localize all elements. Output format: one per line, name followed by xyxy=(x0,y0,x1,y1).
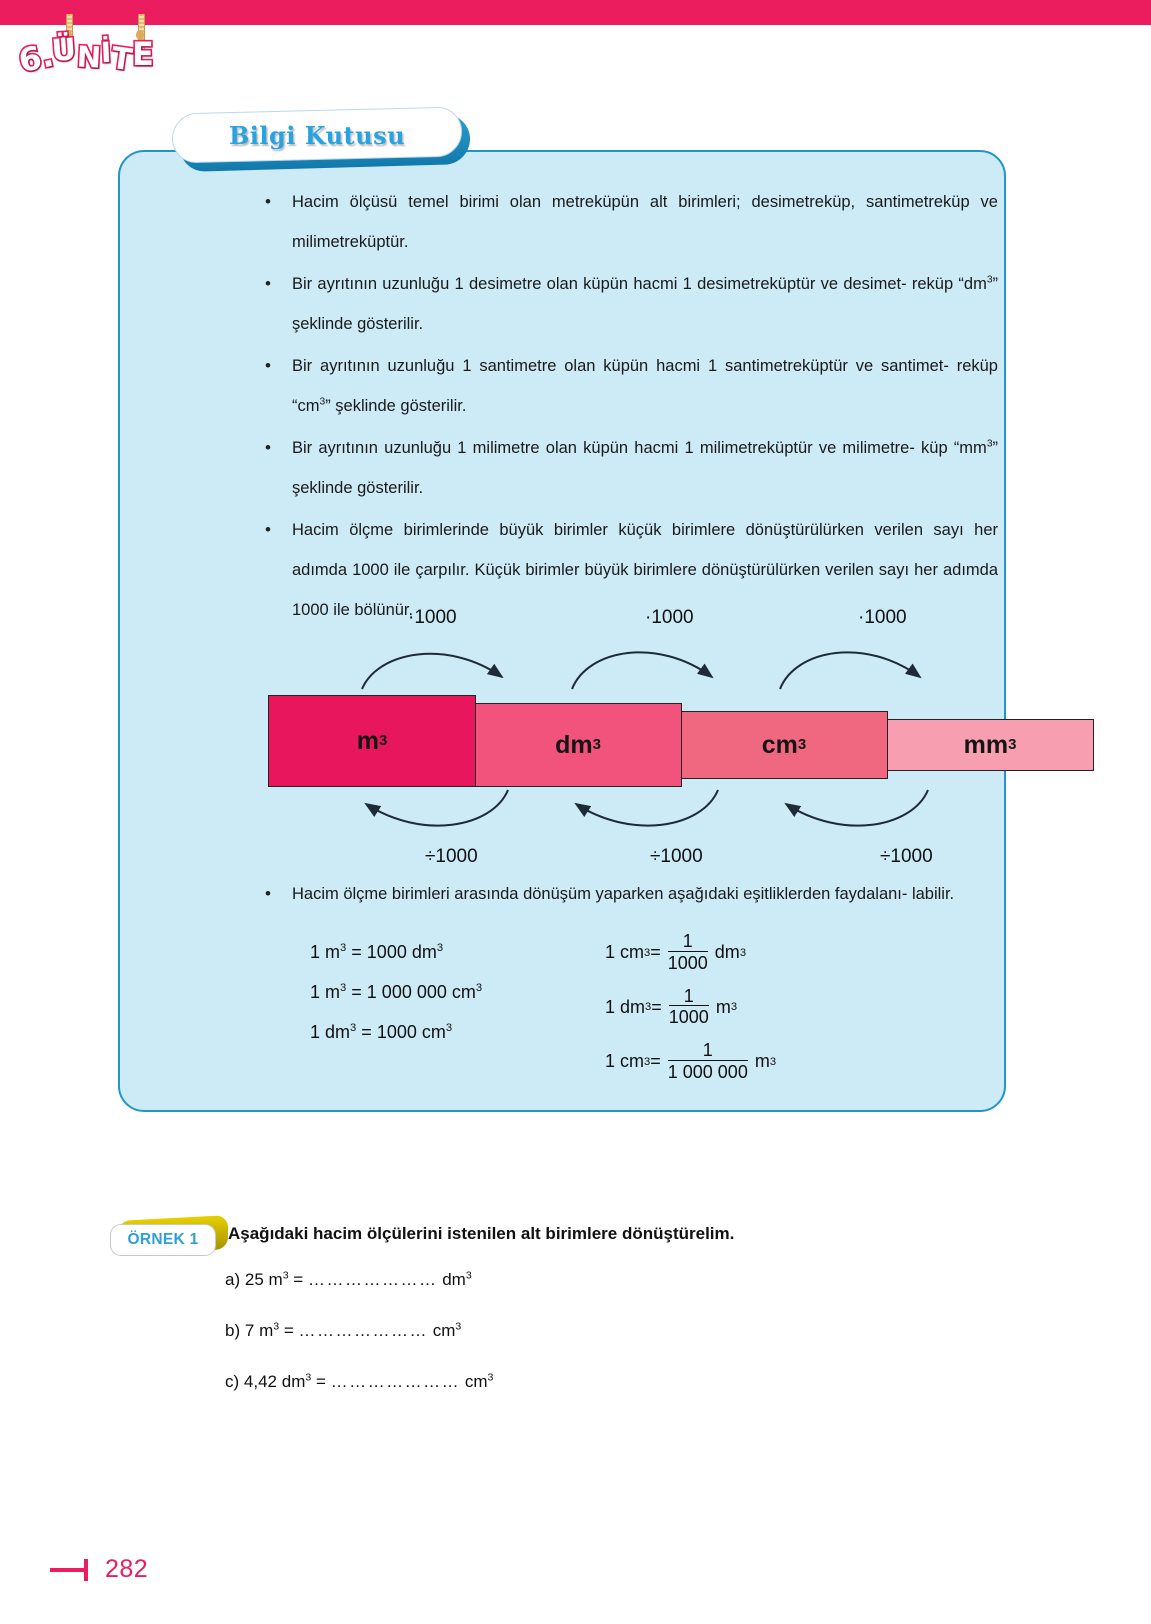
bullet-text: Bir ayrıtının uzunluğu 1 desimetre olan küpün hacmi 1 desimetreküptür ve desimet- reküp “$dm^3$” şeklinde gösterilir. xyxy=(292,274,998,333)
eq-lhs-num: 1 xyxy=(310,1022,321,1042)
eq-lhs-unit: m xyxy=(325,942,341,962)
bullet-marker: • xyxy=(265,274,271,293)
unit-badge-letters xyxy=(15,32,154,81)
bullet-item xyxy=(260,428,998,508)
tab-front-layer xyxy=(172,106,462,163)
bullet-item xyxy=(260,182,998,262)
equation-row xyxy=(310,982,482,1003)
unit-letter-0: 6. xyxy=(15,35,57,81)
eq-rhs: 1000 dm xyxy=(366,942,437,962)
eq-rhs-exp: 3 xyxy=(445,1022,453,1034)
bullet-item xyxy=(260,264,998,344)
eq-lhs-exp: 3 xyxy=(350,1022,357,1034)
multiply-label-2: ·1000 xyxy=(645,607,694,628)
fraction-numerator: 1 xyxy=(682,931,693,951)
unit-letter-3: İ xyxy=(100,35,113,70)
unit-bar-label-m3: m xyxy=(356,726,379,755)
item-from-exp: 3 xyxy=(273,1320,280,1333)
fraction-numerator: 1 xyxy=(683,985,694,1006)
page-footer xyxy=(50,1555,148,1584)
unit-badge xyxy=(15,14,178,94)
bullet-text: Hacim ölçüsü temel birimi olan metreküpün alt birimleri; desimetreküp, santimetreküp ve milimetreküptür. xyxy=(292,193,998,251)
item-from-unit: m xyxy=(268,1270,283,1289)
item-value: 4,42 xyxy=(243,1372,277,1391)
eq-equals: = xyxy=(651,996,662,1017)
multiply-arrows xyxy=(260,633,1000,695)
footer-tick xyxy=(84,1559,88,1581)
example-title: Aşağıdaki hacim ölçülerini istenilen alt birimlere dönüştürelim. xyxy=(228,1224,735,1243)
example-item-b xyxy=(225,1321,925,1341)
bullet-marker: • xyxy=(265,884,271,903)
multiply-label-1: ·1000 xyxy=(408,607,457,628)
info-bullet-list xyxy=(260,182,998,632)
eq-frac-lhs: 1 cm xyxy=(605,942,645,963)
fraction xyxy=(668,932,708,974)
eq-equals: = xyxy=(650,942,661,963)
item-to-exp: 3 xyxy=(465,1269,472,1282)
eq-frac-lhs: 1 cm xyxy=(605,1051,645,1072)
item-blank[interactable]: ………………… xyxy=(307,1270,438,1289)
fraction-denominator: 1000 xyxy=(668,1007,709,1028)
tab-title: Bilgi Kutusu xyxy=(228,120,406,150)
equation-row xyxy=(310,1022,482,1043)
unit-bar-m3: m 3 xyxy=(268,695,476,787)
item-blank[interactable]: ………………… xyxy=(298,1321,428,1340)
item-from-exp: 3 xyxy=(282,1269,289,1282)
item-blank[interactable]: ………………… xyxy=(330,1372,461,1391)
item-to-unit: dm xyxy=(442,1270,466,1289)
equation-row-fraction: 1 cm 3 = $\frac{1}{1 000 000}$ m 3 xyxy=(605,1040,777,1083)
item-from-unit: m xyxy=(259,1321,274,1340)
bullet-text: Hacim ölçme birimlerinde büyük birimler küçük birimlere dönüştürülürken verilen sayı her adımda 1000 ile çarpılır. Küçük birimler büyük birimlere dönüştürülürken verilen sayı her adımda 1000 ile bölünür. xyxy=(292,521,998,619)
example-item-c xyxy=(225,1372,925,1392)
equation-column-left xyxy=(310,942,482,1062)
item-value: 7 xyxy=(244,1321,255,1340)
divide-label-row xyxy=(260,846,1000,872)
eq-equals: = xyxy=(361,1022,372,1042)
eq-lhs-unit: dm xyxy=(325,1022,351,1042)
unit-letter-2: N xyxy=(75,39,102,75)
example-item-list xyxy=(225,1270,925,1423)
eq-rhs-exp: 3 xyxy=(436,942,444,954)
eq-rhs-exp: 3 xyxy=(475,982,483,994)
equation-column-right xyxy=(605,932,776,1096)
unit-conversion-diagram xyxy=(260,607,1017,872)
eq-rhs: 1000 cm xyxy=(376,1022,446,1042)
bullet-text: Hacim ölçme birimleri arasında dönüşüm yaparken aşağıdaki eşitliklerden faydalanı- labilir. xyxy=(292,885,955,903)
example-item-a xyxy=(225,1270,925,1290)
unit-bar-label-cm3: cm xyxy=(761,730,798,759)
item-label: c) xyxy=(225,1372,240,1391)
eq-equals: = xyxy=(351,982,362,1002)
item-to-exp: 3 xyxy=(455,1320,462,1333)
item-from-exp: 3 xyxy=(305,1371,312,1384)
divide-label-3: ÷1000 xyxy=(880,846,933,867)
eq-lhs-num: 1 xyxy=(310,942,321,962)
multiply-label-3: ·1000 xyxy=(858,607,907,628)
eq-lhs-num: 1 xyxy=(310,982,321,1002)
divide-label-2: ÷1000 xyxy=(650,846,703,867)
ornek-badge-front xyxy=(110,1224,216,1256)
unit-bar-label-dm3: dm xyxy=(555,730,593,759)
unit-bars xyxy=(268,695,1017,787)
eq-rhs: 1 000 000 cm xyxy=(366,982,476,1002)
ornek-badge-label: ÖRNEK 1 xyxy=(127,1231,199,1248)
unit-letter-5: E xyxy=(131,35,154,73)
item-to-unit: cm xyxy=(464,1372,488,1391)
eq-lhs-exp: 3 xyxy=(340,982,347,994)
equation-row-fraction: 1 cm 3 = $\frac{1}{1000}$ dm 3 xyxy=(605,931,747,973)
unit-letter-4: T xyxy=(108,40,134,79)
divide-arrows xyxy=(260,784,1000,846)
bullet-text: Bir ayrıtının uzunluğu 1 milimetre olan küpün hacmi 1 milimetreküptür ve milimetre- küp “$mm^3$” şeklinde gösterilir. xyxy=(292,438,998,497)
eq-frac-lhs: 1 dm xyxy=(605,996,646,1017)
item-from-unit: dm xyxy=(281,1372,306,1391)
bullet-marker: • xyxy=(265,356,271,375)
bullet-marker: • xyxy=(265,438,271,457)
eq-equals: = xyxy=(650,1051,661,1072)
equation-row xyxy=(310,942,482,963)
ornek-badge xyxy=(110,1216,230,1256)
unit-bar-cm3: cm 3 xyxy=(680,711,888,779)
equation-row-fraction: 1 dm 3 = $\frac{1}{1000}$ m 3 xyxy=(605,985,738,1028)
fraction-numerator: 1 xyxy=(702,1040,713,1061)
item-to-unit: cm xyxy=(432,1321,456,1340)
bullet-item xyxy=(260,874,998,914)
item-equals: = xyxy=(315,1372,326,1391)
item-label: b) xyxy=(225,1321,241,1340)
multiply-label-row xyxy=(260,607,1000,633)
eq-equals: = xyxy=(351,942,362,962)
eq-frac-unit: m xyxy=(715,996,731,1017)
bilgi-kutusu-tab xyxy=(172,108,470,170)
divide-label-1: ÷1000 xyxy=(425,846,478,867)
fraction-denominator: 1 000 000 xyxy=(667,1062,748,1083)
bullet-item xyxy=(260,346,998,426)
bullet-marker: • xyxy=(265,192,271,211)
item-to-exp: 3 xyxy=(487,1371,494,1384)
page-number: 282 xyxy=(105,1555,149,1583)
fraction xyxy=(669,987,709,1029)
bullet-text: Bir ayrıtının uzunluğu 1 santimetre olan küpün hacmi 1 santimetreküptür ve santimet- reküp “$cm^3$” şeklinde gösterilir. xyxy=(292,357,998,415)
item-label: a) xyxy=(225,1270,241,1289)
unit-bar-dm3: dm 3 xyxy=(474,703,682,787)
eq-lhs-exp: 3 xyxy=(340,942,347,954)
unit-bar-mm3: mm 3 xyxy=(886,719,1094,771)
item-equals: = xyxy=(293,1270,304,1289)
unit-bar-label-mm3: mm xyxy=(963,730,1009,759)
footer-bar xyxy=(50,1568,84,1572)
eq-frac-unit: m xyxy=(754,1051,770,1072)
eq-lhs-unit: m xyxy=(325,982,341,1002)
info-box xyxy=(118,150,1017,1112)
fraction xyxy=(668,1041,748,1083)
eq-frac-unit: dm xyxy=(714,942,740,963)
item-equals: = xyxy=(283,1321,294,1340)
unit-letter-1: Ü xyxy=(50,32,78,69)
item-value: 25 xyxy=(244,1270,264,1289)
fraction-denominator: 1000 xyxy=(667,952,708,973)
bullet-marker: • xyxy=(265,520,271,539)
info-bullet-list-bottom xyxy=(260,874,998,916)
